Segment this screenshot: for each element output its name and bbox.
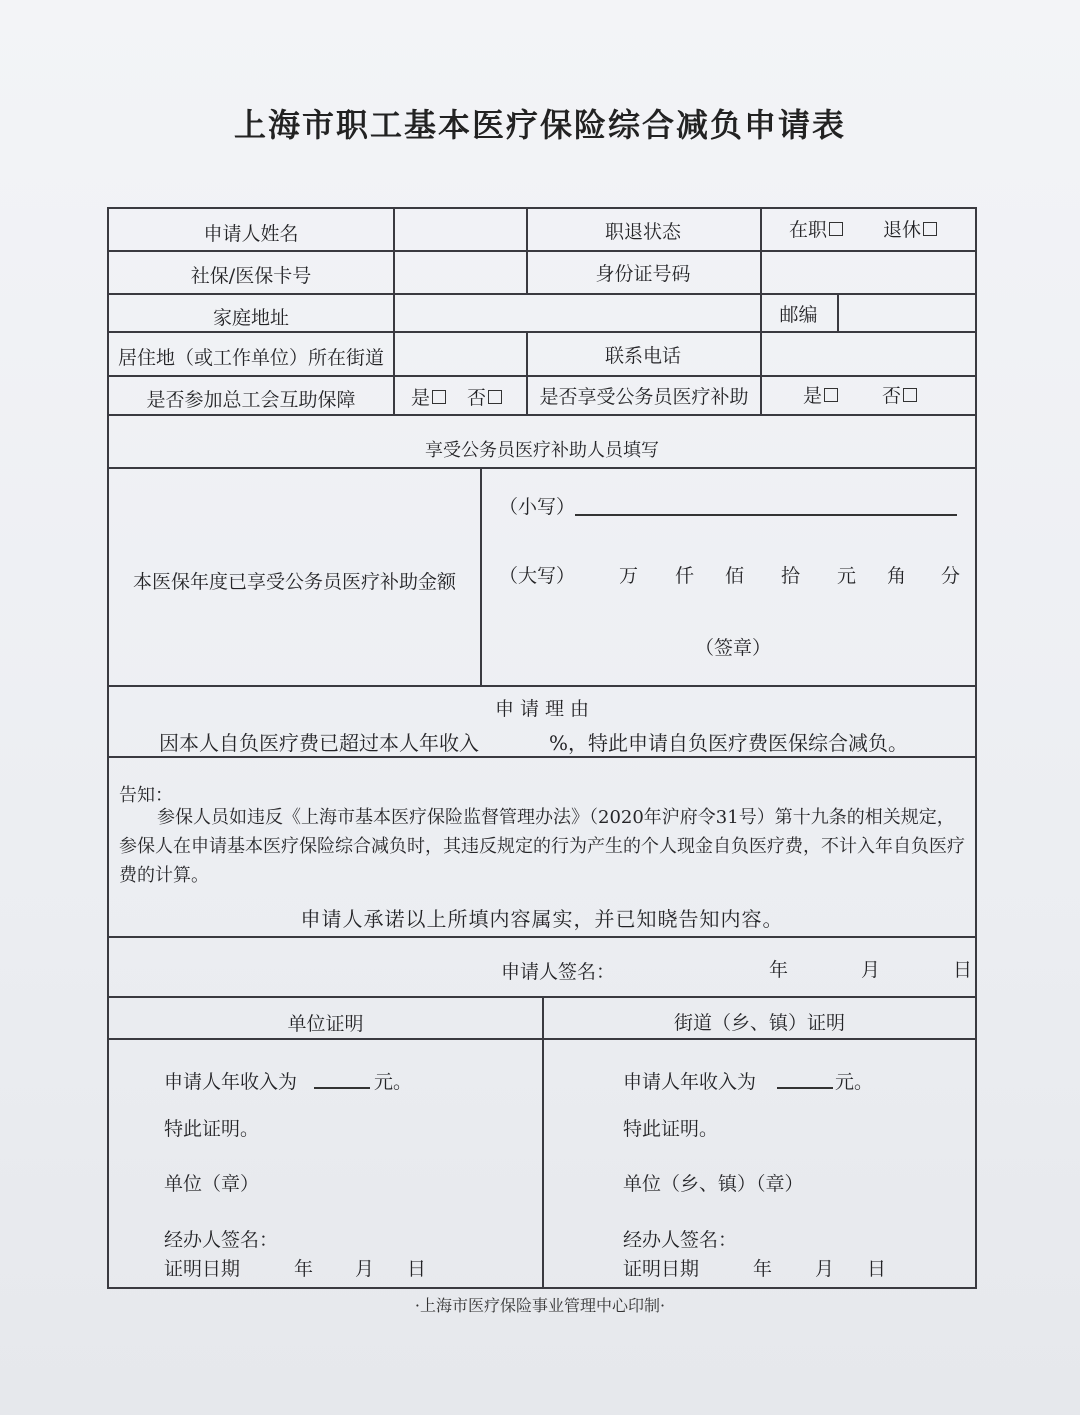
- street-cert-header: 街道（乡、镇）证明: [673, 1012, 845, 1034]
- street-handler-label[interactable]: 经办人签名：: [623, 1229, 738, 1251]
- col-divider: [760, 209, 762, 293]
- col-divider: [837, 293, 839, 331]
- row-divider: [109, 685, 975, 687]
- status-employed-option[interactable]: [789, 215, 843, 242]
- street-date-label: 证明日期: [623, 1258, 700, 1280]
- address-label: 家庭地址: [212, 307, 289, 329]
- union-yes-option[interactable]: [411, 383, 446, 410]
- card-number-label: 社保/医保卡号: [190, 265, 312, 287]
- civil-no-option[interactable]: [882, 381, 917, 408]
- lowercase-amount-line[interactable]: [575, 514, 957, 516]
- union-no-text: 否: [467, 387, 487, 409]
- street-label: 居住地（或工作单位）所在街道: [117, 347, 384, 369]
- civil-yes-option[interactable]: [803, 381, 838, 408]
- unit-bai: 佰: [725, 565, 745, 587]
- reason-text-after: %，特此申请自负医疗费医保综合减负。: [549, 731, 909, 755]
- postcode-label: 邮编: [779, 304, 818, 326]
- status-employed-text: 在职: [789, 219, 828, 241]
- col-divider: [542, 996, 544, 1287]
- unit-jiao: 角: [887, 565, 907, 587]
- status-retired-option[interactable]: [883, 215, 937, 242]
- reason-header: 申 请 理 由: [494, 698, 590, 720]
- retired-checkbox[interactable]: [923, 222, 937, 236]
- signature-day: 日: [953, 959, 973, 981]
- street-income-label: 申请人年收入为: [623, 1071, 757, 1093]
- street-certify-text: 特此证明。: [623, 1118, 719, 1140]
- civil-subsidy-label: 是否享受公务员医疗补助: [539, 386, 749, 408]
- unit-fen: 分: [941, 565, 961, 587]
- union-no-option[interactable]: [467, 383, 502, 410]
- col-divider: [393, 250, 395, 293]
- employer-date-month: 月: [355, 1258, 375, 1280]
- status-label: 职退状态: [604, 221, 681, 243]
- col-divider: [393, 209, 395, 250]
- street-date-day: 日: [867, 1258, 887, 1280]
- unit-yuan: 元: [837, 565, 857, 587]
- employer-handler-label[interactable]: 经办人签名：: [164, 1229, 279, 1251]
- row-divider: [109, 756, 975, 758]
- reason-text-before: 因本人自负医疗费已超过本人年收入: [159, 731, 479, 755]
- row-divider: [109, 467, 975, 469]
- street-income-line[interactable]: [777, 1087, 833, 1089]
- union-yes-text: 是: [411, 387, 431, 409]
- form-title: 上海市职工基本医疗保险综合减负申请表: [233, 106, 846, 144]
- civil-yes-text: 是: [803, 385, 823, 407]
- row-divider: [109, 936, 975, 938]
- civil-no-checkbox[interactable]: [903, 388, 917, 402]
- union-yes-checkbox[interactable]: [432, 390, 446, 404]
- employer-income-line[interactable]: [314, 1087, 370, 1089]
- row-divider: [109, 331, 975, 333]
- employer-date-label: 证明日期: [164, 1258, 241, 1280]
- employer-income-label: 申请人年收入为: [164, 1071, 298, 1093]
- employer-income-unit: 元。: [374, 1071, 413, 1093]
- union-label: 是否参加总工会互助保障: [146, 389, 356, 411]
- employed-checkbox[interactable]: [829, 222, 843, 236]
- notice-body: 参保人员如违反《上海市基本医疗保险监督管理办法》（2020年沪府令31号）第十九条的相关规定，参保人在申请基本医疗保险综合减负时，其违反规定的行为产生的个人现金自负医疗费，不计入年自负医疗费的计算。: [119, 807, 965, 886]
- street-date-month: 月: [815, 1258, 835, 1280]
- unit-qian: 仟: [675, 565, 695, 587]
- row-divider: [109, 250, 975, 252]
- col-divider: [393, 293, 395, 331]
- employer-seal-label: 单位（章）: [164, 1173, 260, 1195]
- seal-label: （签章）: [695, 637, 772, 659]
- col-divider: [393, 331, 395, 414]
- row-divider: [109, 375, 975, 377]
- row-divider: [109, 414, 975, 416]
- signature-month: 月: [861, 959, 881, 981]
- signature-label[interactable]: 申请人签名：: [501, 961, 616, 983]
- notice-label: 告知：: [119, 785, 173, 806]
- application-form: [107, 207, 977, 1289]
- id-number-label: 身份证号码: [595, 263, 691, 285]
- employer-date-day: 日: [407, 1258, 427, 1280]
- union-no-checkbox[interactable]: [488, 390, 502, 404]
- employer-cert-header: 单位证明: [287, 1013, 364, 1035]
- printer-footer: ·上海市医疗保险事业管理中心印制·: [414, 1296, 666, 1315]
- civil-section-header: 享受公务员医疗补助人员填写: [425, 440, 659, 461]
- employer-certify-text: 特此证明。: [164, 1118, 260, 1140]
- col-divider: [760, 331, 762, 414]
- signature-year: 年: [769, 959, 789, 981]
- employer-date-year: 年: [294, 1258, 314, 1280]
- street-income-unit: 元。: [835, 1071, 874, 1093]
- pledge-text: 申请人承诺以上所填内容属实，并已知晓告知内容。: [300, 907, 784, 931]
- unit-shi: 拾: [781, 565, 801, 587]
- street-date-year: 年: [753, 1258, 773, 1280]
- civil-yes-checkbox[interactable]: [824, 388, 838, 402]
- subsidy-amount-label: 本医保年度已享受公务员医疗补助金额: [132, 571, 456, 593]
- status-retired-text: 退休: [883, 219, 922, 241]
- uppercase-label: （大写）: [499, 565, 576, 587]
- unit-wan: 万: [619, 565, 639, 587]
- col-divider: [480, 467, 482, 685]
- phone-label: 联系电话: [604, 345, 681, 367]
- civil-no-text: 否: [882, 385, 902, 407]
- applicant-name-label: 申请人姓名: [203, 223, 299, 245]
- street-seal-label: 单位（乡、镇）（章）: [623, 1173, 804, 1195]
- lowercase-label: （小写）: [499, 496, 576, 518]
- row-divider: [109, 293, 975, 295]
